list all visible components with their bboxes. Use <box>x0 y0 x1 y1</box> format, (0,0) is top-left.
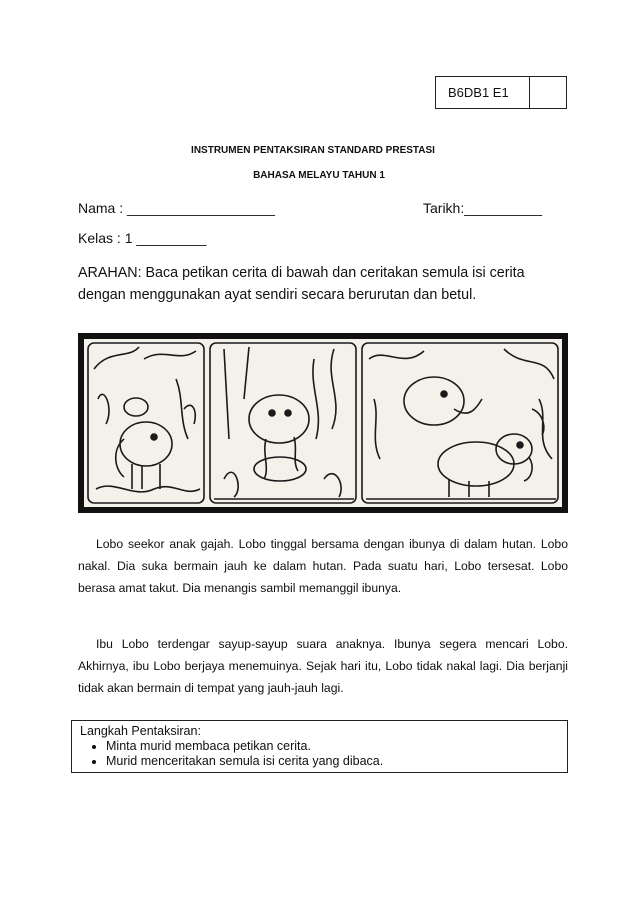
date-field: Tarikh:__________ <box>423 200 543 216</box>
illustration-svg <box>84 339 562 507</box>
document-title <box>0 145 638 156</box>
story-paragraph-2: Ibu Lobo terdengar sayup-sayup suara anaknya. Ibunya segera mencari Lobo. Akhirnya, ibu Lobo berjaya menemuinya. Sejak hari itu, Lobo tidak nakal lagi. Dia berjanji tidak akan bermain di tempat yang jauh-jauh lagi. <box>78 637 568 695</box>
class-field: Kelas : 1 _________ <box>78 230 207 246</box>
document-code: B6DB1 E1 <box>436 77 530 108</box>
assessment-heading: Langkah Pentaksiran: <box>80 724 201 738</box>
name-field: Nama : ___________________ <box>78 200 275 216</box>
code-box <box>435 76 567 109</box>
document-title-text: INSTRUMEN PENTAKSIRAN STANDARD PRESTASI <box>191 145 435 156</box>
assessment-step-1: • Minta murid membaca petikan cerita. <box>106 739 559 754</box>
story-illustration <box>78 333 568 513</box>
score-cell <box>530 77 566 108</box>
story-paragraph-1: Lobo seekor anak gajah. Lobo tinggal bersama dengan ibunya di dalam hutan. Lobo nakal. Dia suka bermain jauh ke dalam hutan. Pada suatu hari, Lobo tersesat. Lobo berasa amat takut. Dia menangis sambil memanggil ibunya. <box>78 537 568 595</box>
assessment-step-2: • Murid menceritakan semula isi cerita yang dibaca. <box>106 754 559 769</box>
assessment-box <box>71 720 568 773</box>
instruction-text: ARAHAN: Baca petikan cerita di bawah dan ceritakan semula isi cerita dengan menggunakan ayat sendiri secara berurutan dan betul. <box>78 265 525 303</box>
assessment-steps <box>80 739 559 769</box>
document-subtitle-text: BAHASA MELAYU TAHUN 1 <box>253 170 385 181</box>
document-subtitle <box>0 170 638 181</box>
